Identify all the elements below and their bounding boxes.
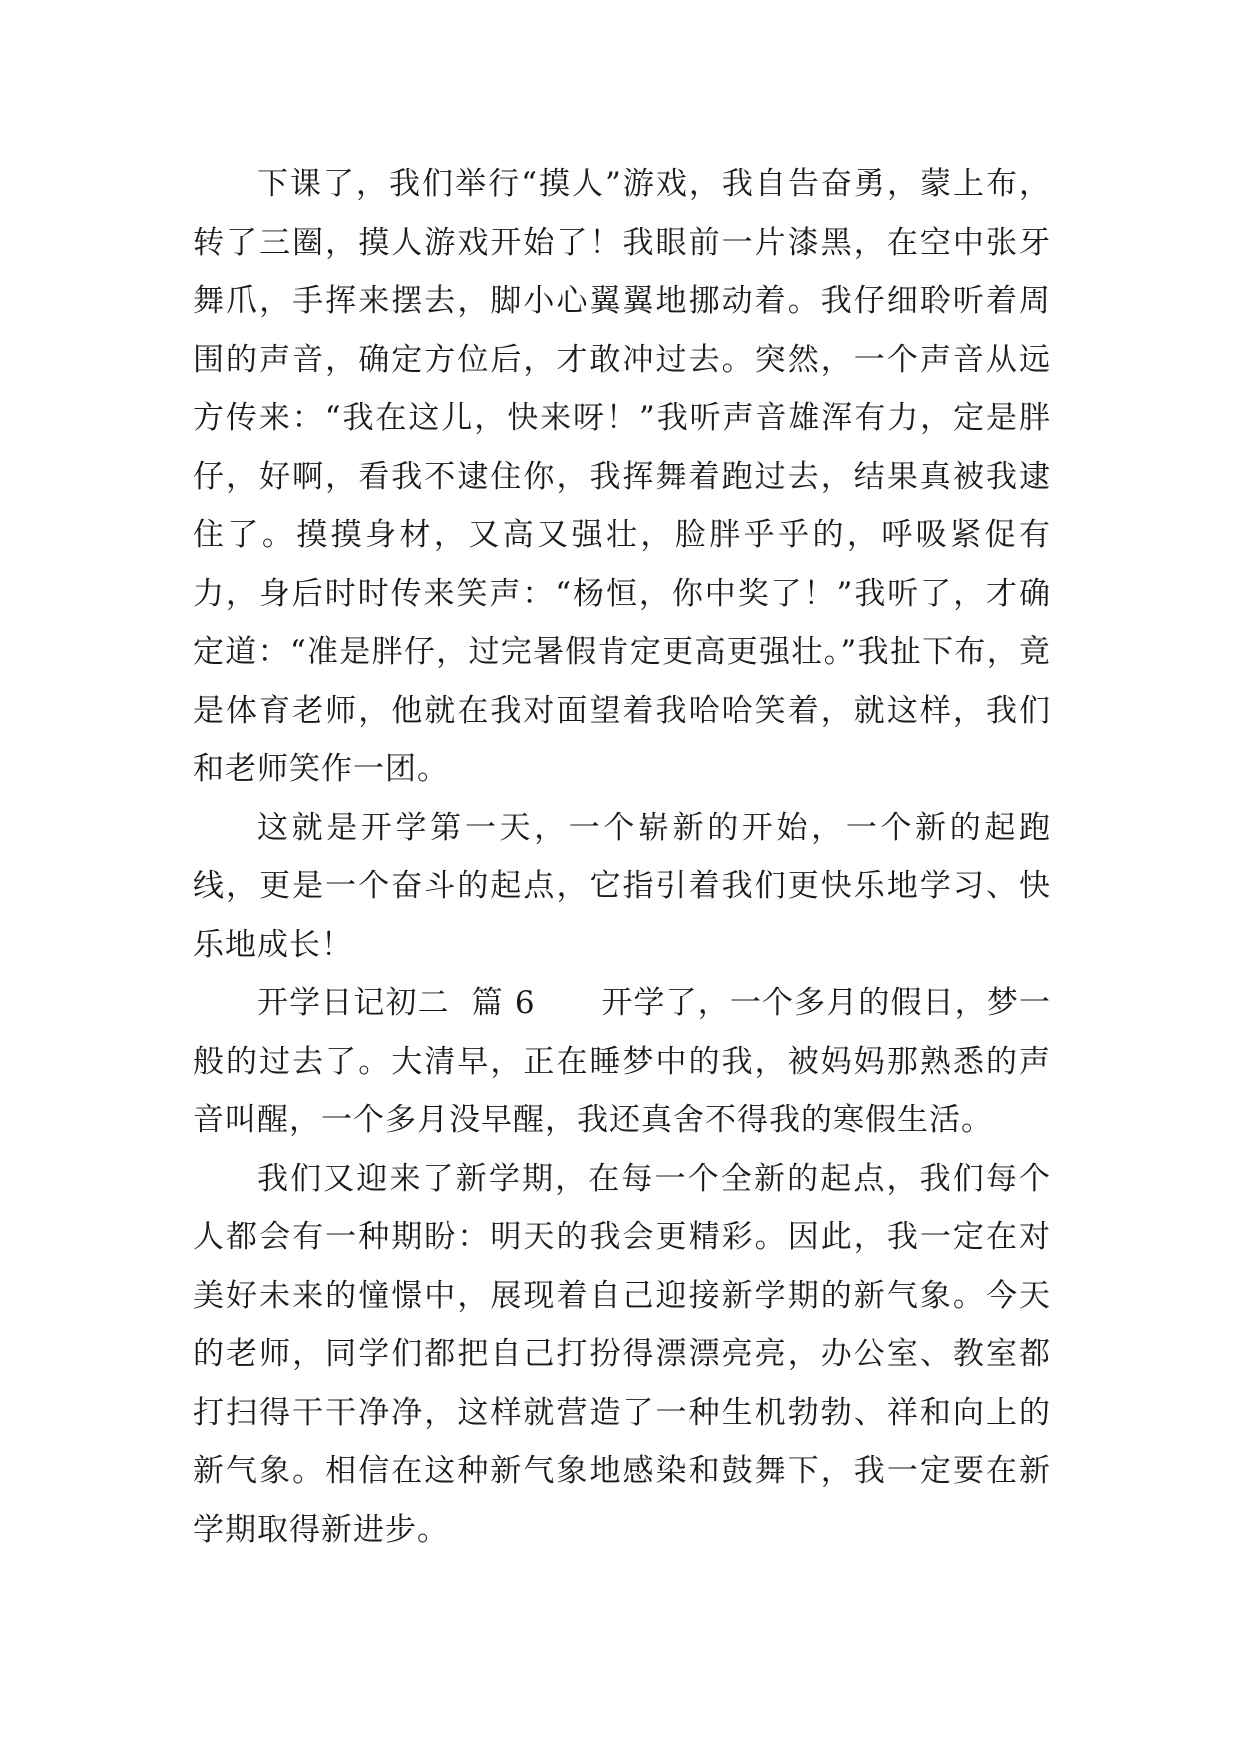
paragraph-section-6 xyxy=(193,974,1051,1150)
section-title: 开学日记初二 xyxy=(257,985,450,1021)
paragraph-tag-game: 下课了，我们举行“摸人”游戏，我自告奋勇，蒙上布，转了三圈，摸人游戏开始了！我眼前一片漆黑，在空中张牙舞爪，手挥来摆去，脚小心翼翼地挪动着。我仔细聆听着周围的声音，确定方位后，才敢冲过去。突然，一个声音从远方传来：“我在这儿，快来呀！”我听声音雄浑有力，定是胖仔，好啊，看我不逮住你，我挥舞着跑过去，结果真被我逮住了。摸摸身材，又高又强壮，脸胖乎乎的，呼吸紧促有力，身后时时传来笑声：“杨恒，你中奖了！”我听了，才确定道：“准是胖仔，过完暑假肯定更高更强壮。”我扯下布，竟是体育老师，他就在我对面望着我哈哈笑着，就这样，我们和老师笑作一团。 xyxy=(193,166,1051,787)
section-text: 开学了，一个多月的假日，梦一般的过去了。大清早，正在睡梦中的我，被妈妈那熟悉的声音叫醒，一个多月没早醒，我还真舍不得我的寒假生活。 xyxy=(193,985,1052,1138)
document-body xyxy=(193,155,1051,1559)
paragraph-new-term: 我们又迎来了新学期，在每一个全新的起点，我们每个人都会有一种期盼：明天的我会更精彩。因此，我一定在对美好未来的憧憬中，展现着自己迎接新学期的新气象。今天的老师，同学们都把自己打扮得漂漂亮亮，办公室、教室都打扫得干干净净，这样就营造了一种生机勃勃、祥和向上的新气象。相信在这种新气象地感染和鼓舞下，我一定要在新学期取得新进步。 xyxy=(193,1160,1051,1548)
paragraph-first-day: 这就是开学第一天，一个崭新的开始，一个新的起跑线，更是一个奋斗的起点，它指引着我们更快乐地学习、快乐地成长！ xyxy=(193,809,1051,963)
section-number: 篇 6 xyxy=(471,985,536,1021)
